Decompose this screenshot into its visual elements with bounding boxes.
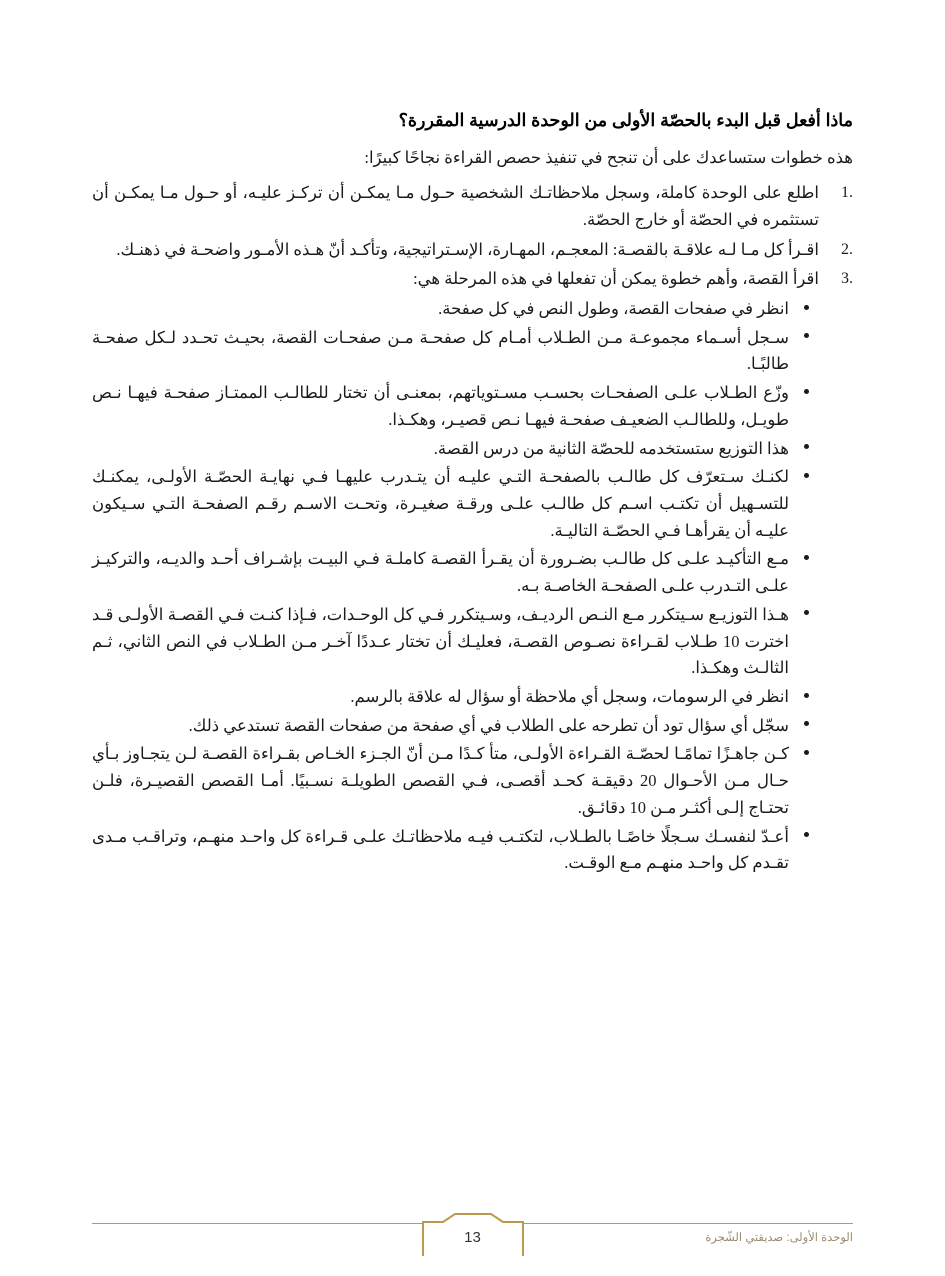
list-item-text: كـن جاهـزًا تمامًـا لحصّـة القـراءة الأولـى، متأ كـدًا مـن أنّ الجـزء الخـاص بقـراءة القصـة لـن يتجـاوز بـأي حـال مـن الأحـوال 20 دقيقـة كحـد أقصـى، فـي القصص الطويلـة نسـبيًا. أمـا القصص القصيـرة، فلـن تحتـاج إلـى أكثـر مـن 10 دقائـق. <box>92 744 790 817</box>
bullet-icon <box>804 389 809 394</box>
bullet-icon <box>804 832 809 837</box>
list-item-text: لكنـك سـتعرّف كل طالـب بالصفحـة التـي عليـه أن يتـدرب عليهـا فـي نهايـة الحصّـة الأولـى، يمكنـك للتسـهيل أن تكتـب اسـم كل طالـب علـى ورقـة صغيـرة، وتحـت الاسـم رقـم الصفحـة التـي سـيكون عليـه أن يقرأهـا فـي الحصّـة التاليـة. <box>92 467 789 540</box>
page-number: 13 <box>464 1229 481 1246</box>
list-item-text: اقرأ القصة، وأهم خطوة يمكن أن تفعلها في هذه المرحلة هي: <box>413 269 819 289</box>
list-item <box>92 824 853 877</box>
bullet-icon <box>804 750 809 755</box>
bullet-icon <box>804 305 809 310</box>
list-item <box>92 464 853 544</box>
page-title: ماذا أفعل قبل البدء بالحصّة الأولى من الوحدة الدرسية المقررة؟ <box>398 110 853 130</box>
list-item-text: سـجل أسـماء مجموعـة مـن الطـلاب أمـام كل صفحـة مـن صفحـات القصة، بحيـث تحـدد لـكل صفحـة طالبًـا. <box>92 327 789 374</box>
list-item-text: سجّل أي سؤال تود أن تطرحه على الطلاب في أي صفحة من صفحات القصة تستدعي ذلك. <box>188 715 789 735</box>
list-item <box>92 296 853 323</box>
numbered-list-item <box>92 237 853 264</box>
bullet-icon <box>804 444 809 449</box>
list-item-text: أعـدّ لنفسـك سـجلًا خاصًـا بالطـلاب، لتكتـب فيـه ملاحظاتـك علـى قـراءة كل واحـد منهـم، وتراقـب مـدى تقـدم كل واحـد منهـم مـع الوقـت. <box>92 826 789 873</box>
list-item-text: انظر في صفحات القصة، وطول النص في كل صفحة. <box>438 298 789 318</box>
list-number: 1. <box>841 184 853 202</box>
list-item <box>92 741 853 821</box>
bullet-icon <box>804 333 809 338</box>
list-item-text: هذا التوزيع ستستخدمه للحصّة الثانية من درس القصة. <box>433 438 789 458</box>
list-item <box>92 546 853 599</box>
list-item <box>92 380 853 433</box>
intro-paragraph: هذه خطوات ستساعدك على أن تنجح في تنفيذ حصص القراءة نجاحًا كبيرًا: <box>364 147 853 167</box>
list-item-text: هـذا التوزيـع سـيتكرر مـع النـص الرديـف، وسـيتكرر فـي كل الوحـدات، فـإذا كنـت فـي القصـة الأولـى قـد اخترت 10 طـلاب لقـراءة نصـوص القصـة، فعليـك أن تختار عـددًا آخـر مـن الطـلاب في النص الثاني، ثـم الثالـث وهكـذا. <box>92 604 789 678</box>
page-content <box>92 108 853 879</box>
list-item <box>92 684 853 711</box>
footer-caption: الوحدة الأولى: صديقتي الشّجرة <box>705 1232 853 1244</box>
list-item <box>92 325 853 378</box>
list-item <box>92 713 853 740</box>
bullet-icon <box>804 473 809 478</box>
bullet-icon <box>804 610 809 615</box>
numbered-list-item <box>92 180 853 233</box>
numbered-list-item <box>92 266 853 293</box>
list-item-text: انظر في الرسومات، وسجل أي ملاحظة أو سؤال له علاقة بالرسم. <box>350 687 789 706</box>
numbered-list <box>92 180 853 293</box>
page-footer <box>0 1168 945 1276</box>
list-item-text: اطلع على الوحدة كاملة، وسجل ملاحظاتـك الشخصية حـول مـا يمكـن أن تركـز عليـه، أو حـول مـا يمكـن أن تستثمره في الحصّة أو خارج الحصّة. <box>92 183 819 229</box>
bullet-list <box>92 296 853 877</box>
list-item <box>92 436 853 463</box>
list-item-text: اقـرأ كل مـا لـه علاقـة بالقصـة: المعجـم، المهـارة، الإسـتراتيجية، وتأكـد أنّ هـذه الأمـور واضحـة في ذهنـك. <box>116 239 819 259</box>
bullet-icon <box>804 693 809 698</box>
list-number: 3. <box>841 270 853 288</box>
bullet-icon <box>804 555 809 560</box>
list-number: 2. <box>841 240 853 258</box>
list-item-text: مـع التأكيـد علـى كل طالـب بضـرورة أن يقـرأ القصـة كاملـة فـي البيـت بإشـراف أحـد والديـه، والتركيـز علـى التـدرب علـى الصفحـة الخاصـة بـه. <box>92 549 789 596</box>
bullet-icon <box>804 721 809 726</box>
list-item <box>92 602 853 682</box>
list-item-text: وزّع الطـلاب علـى الصفحـات بحسـب مسـتوياتهم، بمعنـى أن تختار للطالـب الممتـاز صفحـة فيهـا نـص طويـل، وللطالـب الضعيـف صفحـة فيهـا نـص قصيـر، وهكـذا. <box>92 383 789 429</box>
